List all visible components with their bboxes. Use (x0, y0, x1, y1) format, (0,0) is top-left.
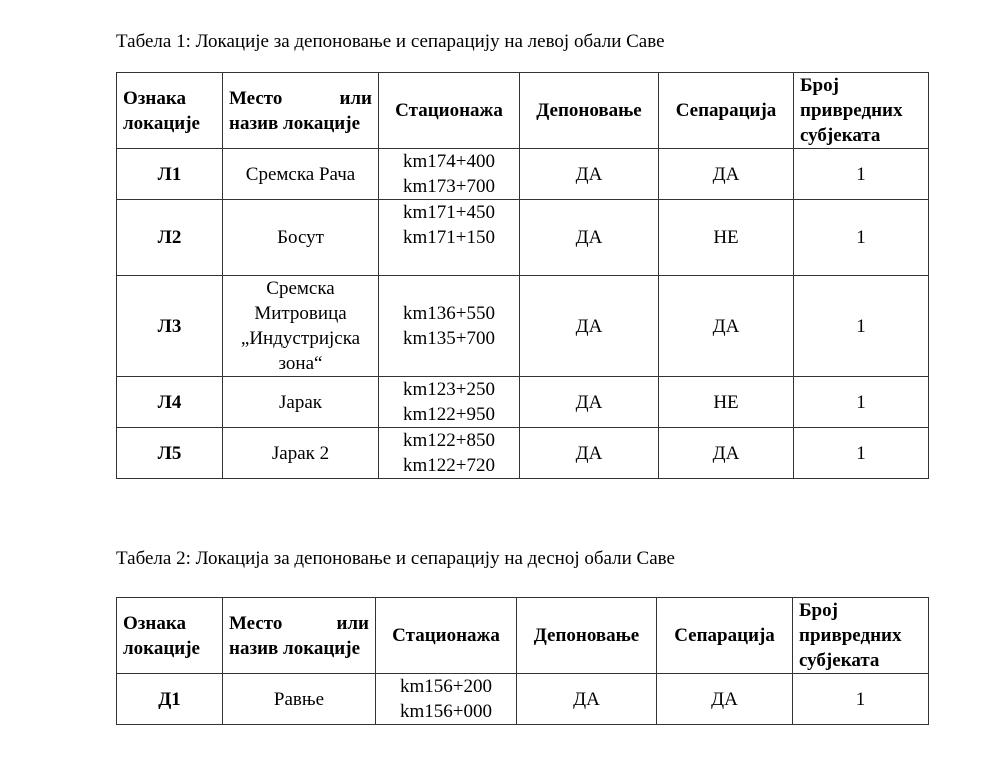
station-to: km173+700 (403, 176, 495, 197)
station-from: km156+200 (400, 676, 492, 697)
table-row (117, 149, 929, 200)
depot-value: ДА (520, 276, 659, 377)
location-station (379, 377, 520, 428)
station-from: km122+850 (403, 430, 495, 451)
location-station (379, 149, 520, 200)
table-2-caption: Табела 2: Локација за депоновање и сепарацију на десној обали Саве (116, 548, 675, 569)
station-from: km123+250 (403, 379, 495, 400)
location-code: Л2 (117, 200, 223, 276)
header-station: Стационажа (379, 73, 520, 149)
station-to: km171+150 (403, 227, 495, 248)
header-code: Ознака локације (117, 73, 223, 149)
table-1 (116, 72, 929, 479)
header-place: Место или назив локације (223, 73, 379, 149)
header-depot: Депоновање (517, 598, 657, 674)
count-value: 1 (794, 428, 929, 479)
depot-value: ДА (517, 674, 657, 725)
header-row (117, 73, 929, 149)
location-code: Л5 (117, 428, 223, 479)
header-count: Број привредних субјеката (794, 73, 929, 149)
location-station (379, 276, 520, 377)
count-value: 1 (794, 276, 929, 377)
table-row (117, 377, 929, 428)
location-station (379, 200, 520, 276)
header-separation: Сепарација (659, 73, 794, 149)
count-value: 1 (794, 377, 929, 428)
header-place: Место или назив локације (223, 598, 376, 674)
separation-value: НЕ (659, 377, 794, 428)
separation-value: ДА (659, 428, 794, 479)
count-value: 1 (794, 200, 929, 276)
location-station (379, 428, 520, 479)
count-value: 1 (794, 149, 929, 200)
separation-value: ДА (657, 674, 793, 725)
location-place: Сремска Рача (223, 149, 379, 200)
header-depot: Депоновање (520, 73, 659, 149)
header-row (117, 598, 929, 674)
location-code: Л1 (117, 149, 223, 200)
location-code: Л3 (117, 276, 223, 377)
separation-value: ДА (659, 149, 794, 200)
table-row (117, 428, 929, 479)
location-code: Д1 (117, 674, 223, 725)
table-2 (116, 597, 929, 725)
depot-value: ДА (520, 377, 659, 428)
table-row (117, 674, 929, 725)
station-to: km135+700 (403, 328, 495, 349)
station-from: km174+400 (403, 151, 495, 172)
location-place: Јарак 2 (223, 428, 379, 479)
location-place: Сремска Митровица „Индустријска зона“ (223, 276, 379, 377)
depot-value: ДА (520, 200, 659, 276)
table-1-caption: Табела 1: Локације за депоновање и сепарацију на левој обали Саве (116, 31, 665, 52)
station-from: km136+550 (403, 303, 495, 324)
station-to: km156+000 (400, 701, 492, 722)
header-separation: Сепарација (657, 598, 793, 674)
table-row (117, 200, 929, 276)
header-count: Број привредних субјеката (793, 598, 929, 674)
header-code: Ознака локације (117, 598, 223, 674)
location-code: Л4 (117, 377, 223, 428)
location-place: Јарак (223, 377, 379, 428)
depot-value: ДА (520, 428, 659, 479)
location-place: Босут (223, 200, 379, 276)
location-station (376, 674, 517, 725)
header-station: Стационажа (376, 598, 517, 674)
separation-value: ДА (659, 276, 794, 377)
station-to: km122+720 (403, 455, 495, 476)
station-from: km171+450 (403, 202, 495, 223)
station-to: km122+950 (403, 404, 495, 425)
location-place: Равње (223, 674, 376, 725)
depot-value: ДА (520, 149, 659, 200)
separation-value: НЕ (659, 200, 794, 276)
count-value: 1 (793, 674, 929, 725)
table-row (117, 276, 929, 377)
